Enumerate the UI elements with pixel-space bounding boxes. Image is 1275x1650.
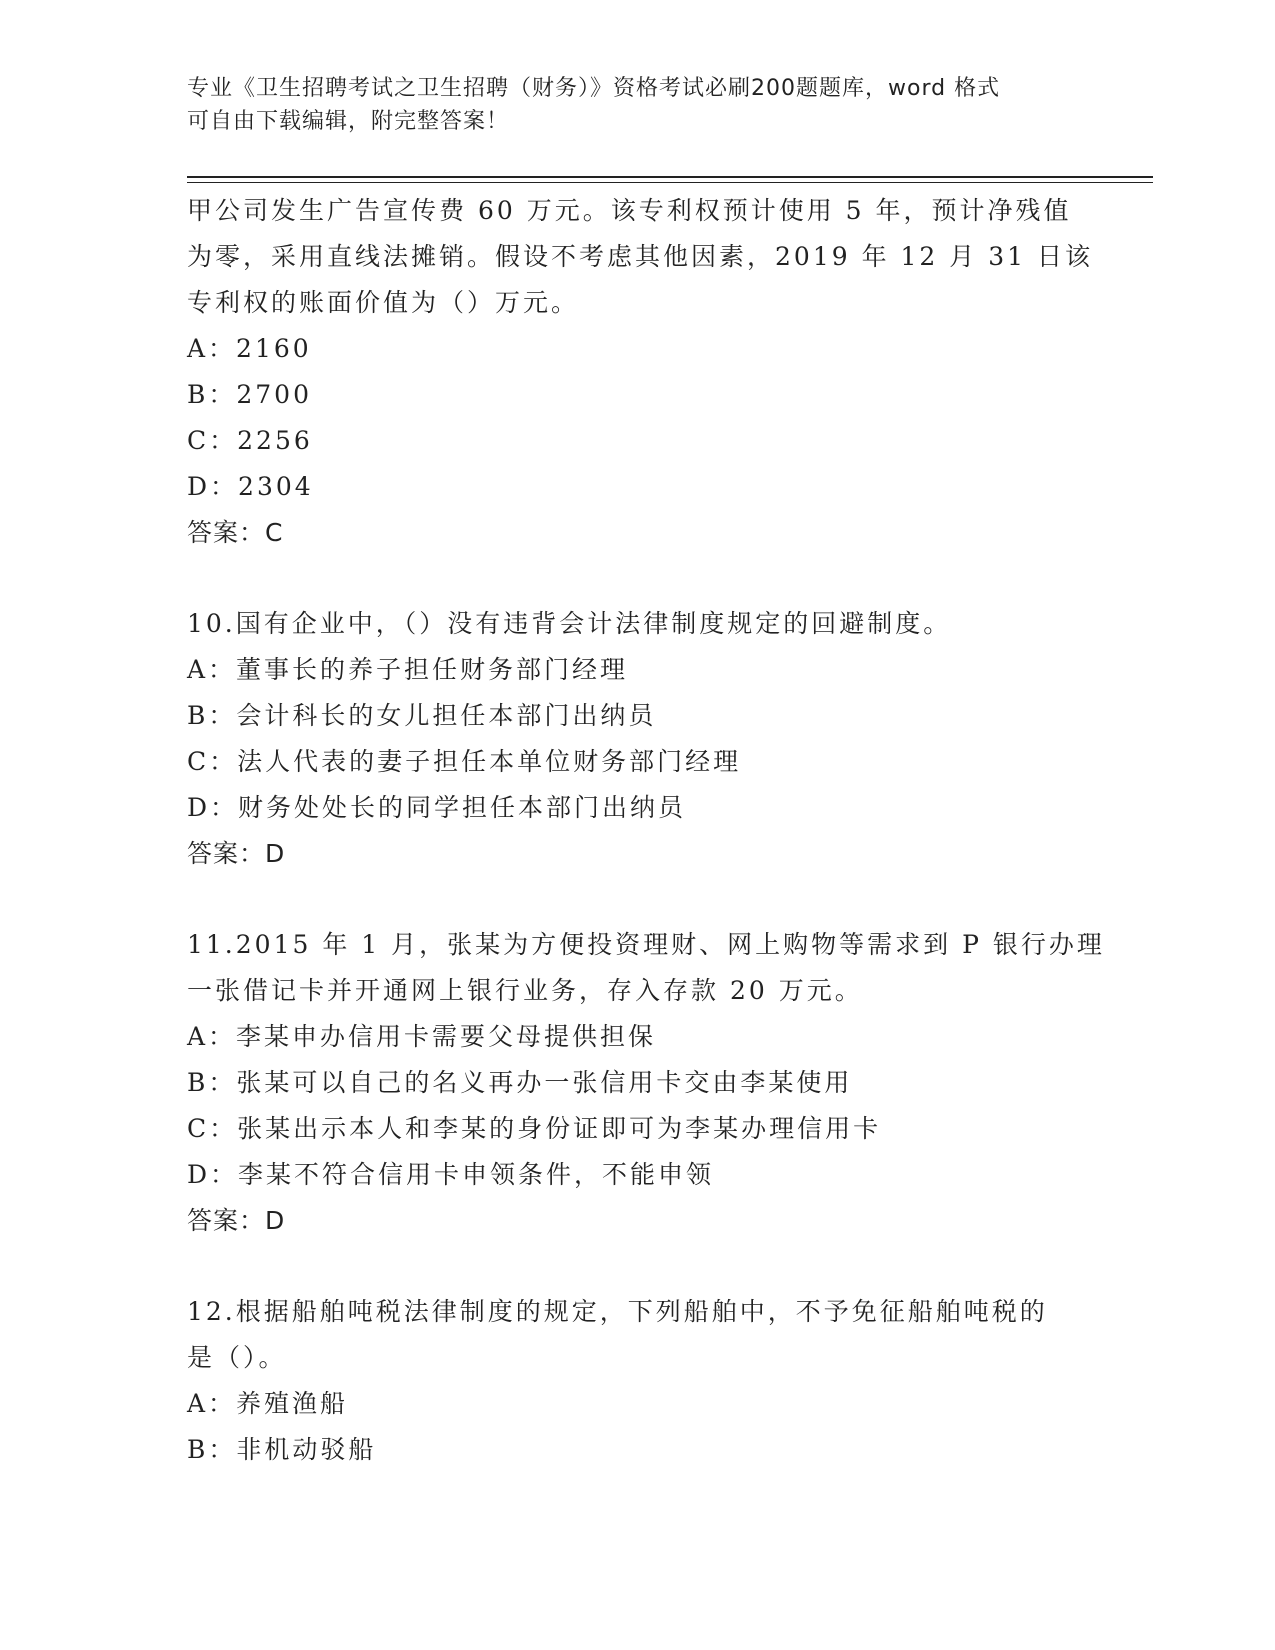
option-c: C：2256 [187, 426, 313, 455]
question-block-11 [187, 922, 1105, 1244]
option-d: D：财务处处长的同学担任本部门出纳员 [187, 793, 687, 822]
question-text-line: 10.国有企业中，（）没有违背会计法律制度规定的回避制度。 [187, 609, 952, 638]
question-block-10 [187, 601, 1087, 877]
document-header [187, 72, 1087, 138]
header-title-line-2: 可自由下载编辑，附完整答案！ [187, 109, 510, 134]
option-b: B：2700 [187, 380, 312, 409]
option-a: A：李某申办信用卡需要父母提供担保 [187, 1022, 657, 1051]
answer-line: 答案：D [187, 1206, 286, 1235]
option-a: A：养殖渔船 [187, 1389, 349, 1418]
question-text-line: 甲公司发生广告宣传费 60 万元。该专利权预计使用 5 年，预计净残值 [187, 196, 1072, 225]
header-divider-thin [187, 182, 1153, 183]
question-text-line: 是（）。 [187, 1343, 287, 1372]
spacer [187, 556, 1087, 601]
header-title-line-1: 专业《卫生招聘考试之卫生招聘（财务）》资格考试必刷200题题库，word 格式 [187, 76, 1001, 101]
spacer [187, 1244, 1087, 1289]
option-b: B：张某可以自己的名义再办一张信用卡交由李某使用 [187, 1068, 853, 1097]
question-block-9 [187, 188, 1093, 556]
answer-line: 答案：C [187, 518, 284, 547]
header-divider-thick [187, 176, 1153, 178]
answer-line: 答案：D [187, 839, 286, 868]
option-d: D：2304 [187, 472, 314, 501]
option-c: C：张某出示本人和李某的身份证即可为李某办理信用卡 [187, 1114, 882, 1143]
option-b: B：会计科长的女儿担任本部门出纳员 [187, 701, 657, 730]
question-block-12 [187, 1289, 1087, 1473]
question-list [187, 188, 1105, 1473]
question-text-line: 专利权的账面价值为（）万元。 [187, 288, 580, 317]
question-text-line: 11.2015 年 1 月，张某为方便投资理财、网上购物等需求到 P 银行办理 [187, 930, 1105, 959]
option-b: B：非机动驳船 [187, 1435, 377, 1464]
question-text-line: 12.根据船舶吨税法律制度的规定，下列船舶中，不予免征船舶吨税的 [187, 1297, 1048, 1326]
option-a: A：2160 [187, 334, 312, 363]
option-a: A：董事长的养子担任财务部门经理 [187, 655, 629, 684]
question-text-line: 一张借记卡并开通网上银行业务，存入存款 20 万元。 [187, 976, 863, 1005]
spacer [187, 877, 1087, 922]
option-d: D：李某不符合信用卡申领条件，不能申领 [187, 1160, 715, 1189]
option-c: C：法人代表的妻子担任本单位财务部门经理 [187, 747, 742, 776]
question-text-line: 为零，采用直线法摊销。假设不考虑其他因素，2019 年 12 月 31 日该 [187, 242, 1093, 271]
